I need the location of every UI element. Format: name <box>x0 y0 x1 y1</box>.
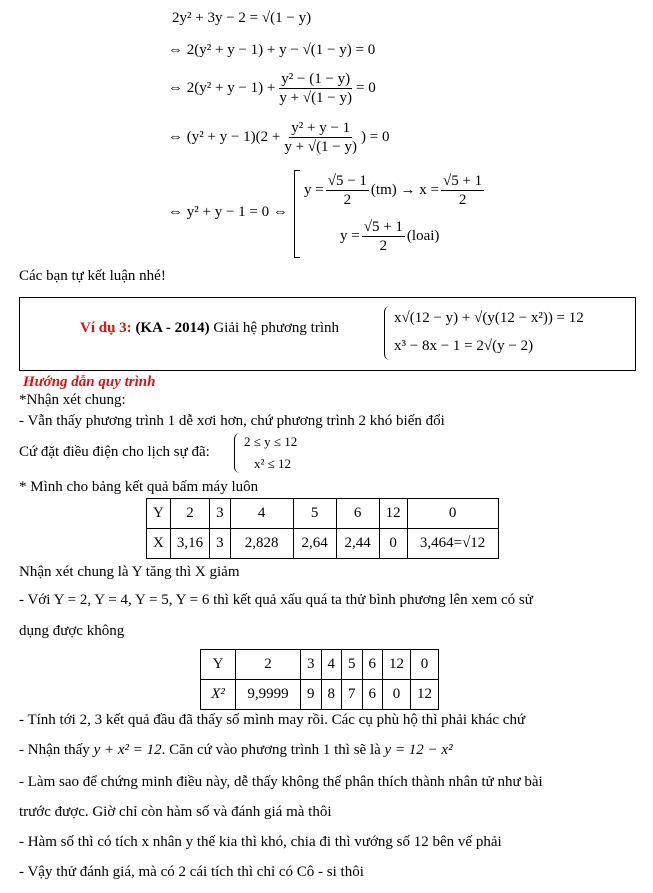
derivation-line-3-lead: ⇔ 2(y² + y − 1) + <box>168 80 276 96</box>
example-text: Giải hệ phương trình <box>213 320 339 336</box>
results-table-2 <box>200 649 439 710</box>
derivation-line-4-tail: ) = 0 <box>361 129 390 145</box>
table-cell: 0 <box>383 680 411 710</box>
fraction-numerator: √5 + 1 <box>442 173 483 189</box>
table-cell: 0 <box>379 529 407 559</box>
case-1 <box>304 172 486 209</box>
table-cell: 4 <box>230 499 293 529</box>
note-5: Nhận xét chung là Y tăng thì X giảm <box>19 564 240 580</box>
derivation-line-4 <box>168 119 390 156</box>
example-system <box>384 306 624 362</box>
table-cell: Y <box>201 650 236 680</box>
table-cell: 5 <box>293 499 336 529</box>
note-8-lead: - Nhận thấy <box>19 742 90 758</box>
condition-2: x² ≤ 12 <box>254 456 292 471</box>
fraction-denominator: y + √(1 − y) <box>284 139 358 155</box>
table-cell: 12 <box>379 499 407 529</box>
guide-title: Hướng dẫn quy trình <box>23 374 156 390</box>
note-1: *Nhận xét chung: <box>19 392 126 408</box>
example-heading <box>80 320 339 337</box>
table-row <box>201 680 439 710</box>
fraction-denominator: 2 <box>458 192 467 208</box>
note-10: - Hàm số thì có tích x nhân y thế kia thì khó, chia đi thì vướng số 12 bên vế phải <box>19 834 502 850</box>
table-cell: 12 <box>411 680 439 710</box>
table-row <box>201 650 439 680</box>
derivation-line-3 <box>168 70 376 107</box>
note-7: - Tính tới 2, 3 kết quả đầu đã thấy số mình may rồi. Các cụ phù hộ thì phải khác chứ <box>19 712 526 728</box>
table-cell: 2,44 <box>336 529 379 559</box>
system-eq-1: x√(12 − y) + √(y(12 − x²)) = 12 <box>394 310 584 326</box>
table-cell: 6 <box>336 499 379 529</box>
table-cell: 12 <box>383 650 411 680</box>
note-9a: - Làm sao để chứng minh điều này, dễ thấy không thể phân thích thành nhân tử như bài <box>19 774 543 790</box>
condition-brace <box>234 433 241 473</box>
fraction-numerator: √5 + 1 <box>363 219 403 235</box>
note-6a: - Với Y = 2, Y = 4, Y = 5, Y = 6 thì kết quả xấu quá ta thử bình phương lên xem có sử <box>19 592 533 608</box>
table-cell: Y <box>147 499 171 529</box>
derivation-line-3-tail: = 0 <box>356 80 376 96</box>
case-bracket <box>294 170 300 258</box>
example-source: (KA - 2014) <box>135 320 210 336</box>
table-cell: 6 <box>362 650 383 680</box>
case-2-lead: y = <box>340 228 360 244</box>
table-cell: 9,9999 <box>236 680 301 710</box>
table-cell: X <box>147 529 171 559</box>
fraction-denominator: y + √(1 − y) <box>279 90 353 106</box>
derivation-line-2: ⇔ 2(y² + y − 1) + y − √(1 − y) = 0 <box>168 42 376 58</box>
fraction-denominator: 2 <box>379 238 388 254</box>
condition-1: 2 ≤ y ≤ 12 <box>244 434 298 449</box>
table-cell: 6 <box>362 680 383 710</box>
table-cell: 7 <box>342 680 363 710</box>
results-table-1 <box>146 498 499 559</box>
note-3: Cứ đặt điều điện cho lịch sự đã: <box>19 444 210 460</box>
table-cell: 5 <box>342 650 363 680</box>
note-8 <box>19 742 453 759</box>
table-cell: 3,464=√12 <box>407 529 498 559</box>
fraction-numerator: y² − (1 − y) <box>281 71 351 87</box>
table-cell: 4 <box>321 650 342 680</box>
table-cell: 2 <box>170 499 209 529</box>
fraction-denominator: 2 <box>343 192 352 208</box>
note-8-mid: . Căn cứ vào phương trình 1 thì sẽ là <box>161 742 381 758</box>
table-cell: 3 <box>210 529 231 559</box>
note-8-equation-2: y = 12 − x² <box>384 742 453 758</box>
derivation-line-4-fraction <box>282 119 359 156</box>
table-row <box>147 499 499 529</box>
table-cell: X² <box>201 680 236 710</box>
table-cell: 9 <box>301 680 322 710</box>
case-2-tail: (loai) <box>406 228 440 244</box>
example-box <box>19 297 636 371</box>
system-brace <box>384 306 391 360</box>
table-cell: 2 <box>236 650 301 680</box>
note-4: * Mình cho bảng kết quả bấm máy luôn <box>19 479 259 495</box>
table-cell: 3 <box>210 499 231 529</box>
fraction-numerator: √5 − 1 <box>327 173 367 189</box>
table-cell: 3,16 <box>170 529 209 559</box>
table-cell: 2,828 <box>230 529 293 559</box>
table-cell: 3 <box>301 650 322 680</box>
table-cell: 8 <box>321 680 342 710</box>
case-2-fraction <box>362 218 405 255</box>
derivation-line-4-lead: ⇔ (y² + y − 1)(2 + <box>168 129 281 145</box>
table-cell: 0 <box>411 650 439 680</box>
table-cell: 0 <box>407 499 498 529</box>
note-6b: dụng được không <box>19 623 125 639</box>
derivation-line-5: ⇔ y² + y − 1 = 0 ⇔ <box>168 204 288 220</box>
note-8-equation: y + x² = 12 <box>93 742 162 758</box>
table-cell: 2,64 <box>293 529 336 559</box>
system-eq-2: x³ − 8x − 1 = 2√(y − 2) <box>394 338 534 354</box>
table-row <box>147 529 499 559</box>
note-2: - Vẫn thấy phương trình 1 dễ xơi hơn, chứ phương trình 2 khó biến đổi <box>19 413 445 429</box>
case-1-mid: (tm) → x = <box>370 182 439 198</box>
example-label: Ví dụ 3: <box>80 320 132 336</box>
note-11: - Vậy thử đánh giá, mà có 2 cái tích thì chỉ có Cô - si thôi <box>19 864 364 880</box>
case-1-lead: y = <box>304 182 324 198</box>
conclusion-text: Các bạn tự kết luận nhé! <box>19 268 166 284</box>
case-1-fraction-x <box>441 172 484 209</box>
derivation-line-3-fraction <box>277 70 354 107</box>
case-2 <box>340 218 439 255</box>
fraction-numerator: y² + y − 1 <box>291 120 351 136</box>
case-1-fraction <box>326 172 369 209</box>
derivation-line-1: 2y² + 3y − 2 = √(1 − y) <box>172 10 312 26</box>
note-9b: trước được. Giờ chỉ còn hàm số và đánh giá mà thôi <box>19 804 332 820</box>
